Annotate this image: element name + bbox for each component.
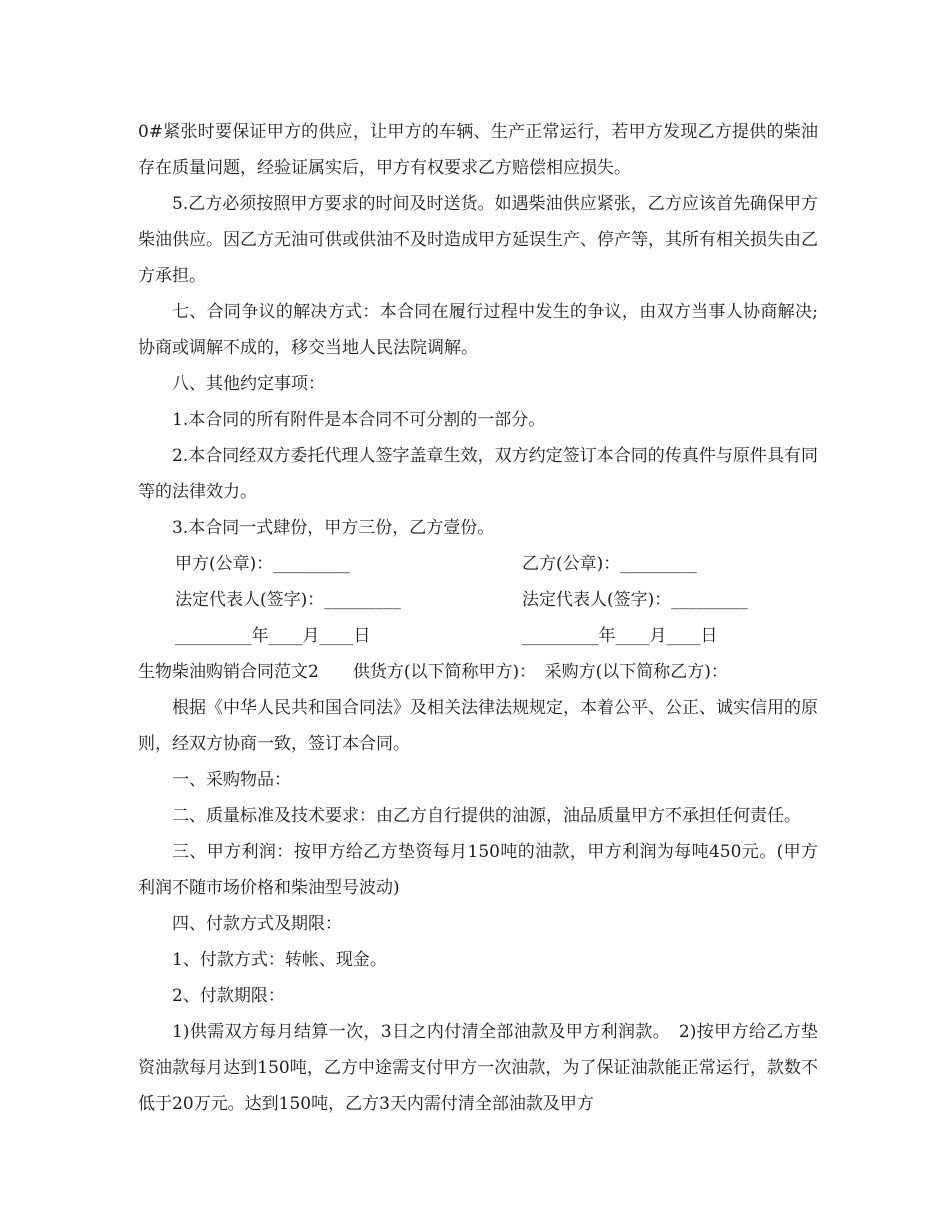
paragraph-term-3: 3.本合同一式肆份，甲方三份，乙方壹份。 (172, 518, 495, 538)
party-a-date-field: _________年____月____日 (175, 626, 371, 646)
paragraph-legal-basis: 根据《中华人民共和国合同法》及相关法律法规规定，本着公平、公正、诚实信用的原则，经双方协商一致，签订本合同。 (138, 698, 818, 754)
paragraph-supply-guarantee: 0#紧张时要保证甲方的供应，让甲方的车辆、生产正常运行，若甲方发现乙方提供的柴油存在质量问题，经验证属实后，甲方有权要求乙方赔偿相应损失。 (138, 122, 818, 178)
paragraph-party-a-profit: 三、甲方利润：按甲方给乙方垫资每月150吨的油款，甲方利润为每吨450元。(甲方利润不随市场价格和柴油型号波动) (138, 842, 818, 898)
signature-row-date (138, 618, 818, 654)
paragraph-payment-term-heading: 2、付款期限： (172, 986, 285, 1006)
paragraph-quality-standard: 二、质量标准及技术要求：由乙方自行提供的油源，油品质量甲方不承担任何责任。 (172, 806, 801, 826)
party-a-seal-field: 甲方(公章)：_________ (175, 554, 350, 574)
paragraph-other-terms-heading: 八、其他约定事项： (172, 374, 325, 394)
party-b-seal-field: 乙方(公章)：_________ (522, 554, 697, 574)
paragraph-payment-heading: 四、付款方式及期限： (172, 914, 342, 934)
paragraph-term-2: 2.本合同经双方委托代理人签字盖章生效，双方约定签订本合同的传真件与原件具有同等的法律效力。 (138, 446, 818, 502)
party-b-date-field: _________年____月____日 (522, 626, 718, 646)
paragraph-delivery-clause: 5.乙方必须按照甲方要求的时间及时送货。如遇柴油供应紧张，乙方应该首先确保甲方柴油供应。因乙方无油可供或供油不及时造成甲方延误生产、停产等，其所有相关损失由乙方承担。 (138, 194, 818, 286)
paragraph-term-1: 1.本合同的所有附件是本合同不可分割的一部分。 (172, 410, 546, 430)
paragraph-payment-method: 1、付款方式：转帐、现金。 (172, 950, 387, 970)
party-b-representative-field: 法定代表人(签字)：_________ (522, 590, 748, 610)
party-a-representative-field: 法定代表人(签字)：_________ (175, 590, 401, 610)
document-body (138, 114, 818, 1122)
signature-row-seal (138, 546, 818, 582)
paragraph-purchase-items: 一、采购物品： (172, 770, 291, 790)
paragraph-settlement-details: 1)供需双方每月结算一次，3日之内付清全部油款及甲方利润款。 2)按甲方给乙方垫资油款每月达到150吨，乙方中途需支付甲方一次油款，为了保证油款能正常运行，款数不低于20万元。达到150吨，乙方3天内需付清全部油款及甲方 (138, 1022, 818, 1114)
signature-row-representative (138, 582, 818, 618)
second-contract-title: 生物柴油购销合同范文2 供货方(以下简称甲方)： 采购方(以下简称乙方)： (138, 662, 728, 682)
paragraph-dispute-resolution: 七、合同争议的解决方式：本合同在履行过程中发生的争议，由双方当事人协商解决;协商或调解不成的，移交当地人民法院调解。 (138, 302, 818, 358)
